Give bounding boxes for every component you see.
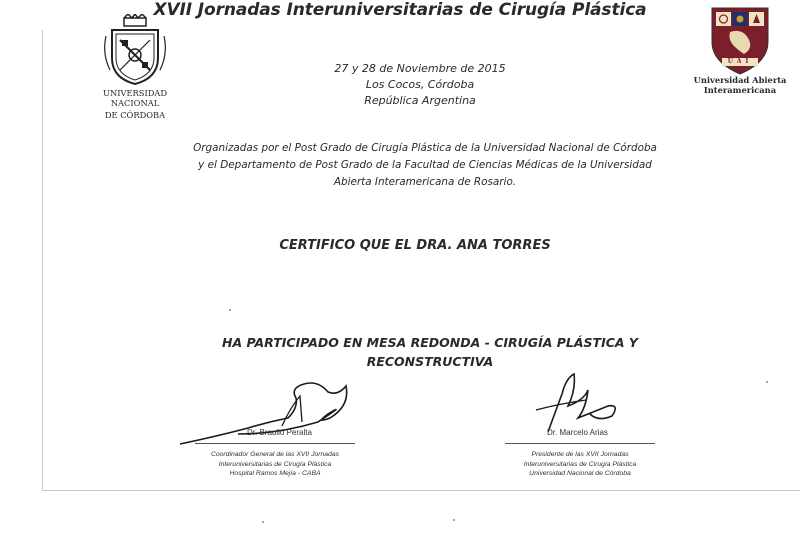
- uai-logo: [690, 6, 790, 95]
- unc-name-line2: DE CÓRDOBA: [104, 110, 166, 120]
- organizers-text: [190, 140, 660, 191]
- certify-statement: CERTIFICO QUE EL DRA. ANA TORRES: [279, 238, 551, 253]
- right-signer-name: Dr. Marcelo Arias: [547, 428, 608, 437]
- unc-crest-icon: [100, 14, 170, 86]
- participation-line2: RECONSTRUCTIVA: [366, 354, 494, 369]
- uai-shield-icon: [708, 6, 772, 76]
- left-signer-name: Dr. Braulio Peralta: [247, 428, 312, 437]
- unc-logo: [80, 14, 190, 120]
- unc-name-line1: UNIVERSIDAD NACIONAL: [102, 88, 168, 108]
- uai-shield-text: UAI: [727, 58, 753, 65]
- event-info: [330, 61, 510, 109]
- right-signer-role3: Universidad Nacional de Córdoba: [529, 470, 631, 477]
- right-signer-role2: Interuniversitarias de Cirugía Plástica: [523, 460, 637, 468]
- left-signer-role3: Hospital Ramos Mejía - CABA: [229, 470, 321, 477]
- speck: [229, 309, 231, 311]
- organizers-line3: Abierta Interamericana de Rosario.: [333, 176, 517, 188]
- speck: [766, 381, 768, 383]
- organizers-line1: Organizadas por el Post Grado de Cirugía Plástica de la Universidad Nacional de Córdoba: [193, 142, 657, 154]
- left-signer-role1: Coordinador General de las XVII Jornadas: [210, 451, 340, 458]
- uai-name-line1: Universidad Abierta: [693, 75, 787, 85]
- speck: [262, 521, 264, 523]
- event-place: Los Cocos, Córdoba: [365, 78, 475, 91]
- event-country: República Argentina: [364, 94, 476, 107]
- uai-name-line2: Interamericana: [703, 84, 777, 95]
- participation-statement: [210, 333, 650, 371]
- event-title: XVII Jornadas Interuniversitarias de Cirugía Plástica: [153, 0, 647, 20]
- left-signature-block: [195, 428, 355, 479]
- right-signature-block: [505, 428, 655, 479]
- participation-line1: HA PARTICIPADO EN MESA REDONDA - CIRUGÍA PLÁSTICA Y: [222, 335, 638, 350]
- left-signer-role2: Interuniversitarias de Cirugía Plástica: [218, 460, 332, 468]
- event-date: 27 y 28 de Noviembre de 2015: [334, 62, 506, 75]
- right-signer-role1: Presidente de las XVII Jornadas: [531, 451, 629, 458]
- organizers-line2: y el Departamento de Post Grado de la Facultad de Ciencias Médicas de la Universidad: [198, 159, 652, 171]
- speck: [453, 519, 455, 521]
